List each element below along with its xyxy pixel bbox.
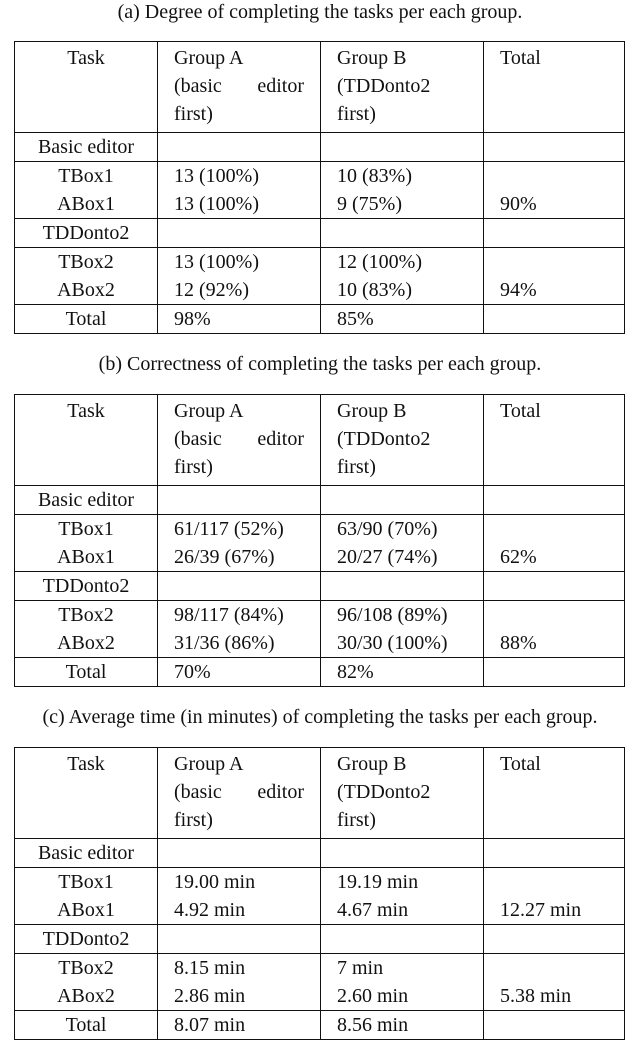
header-group-a-line2: (basic editor	[174, 75, 304, 97]
footer-group-a: 8.07 min	[158, 1011, 321, 1040]
header-group-b-line2: (TDDonto2	[337, 75, 431, 97]
row-group-a: 13 (100%)	[158, 162, 321, 191]
table-row	[15, 543, 625, 572]
row-group-b: 96/108 (89%)	[321, 601, 484, 630]
table-row	[15, 276, 625, 305]
row-group-b: 2.60 min	[321, 982, 484, 1011]
header-group-a-line1: Group A	[174, 47, 244, 69]
row-group-b: 10 (83%)	[321, 162, 484, 191]
header-group-a-line2: (basic editor	[174, 428, 304, 450]
row-group-b: 4.67 min	[321, 896, 484, 925]
row-task: ABox2	[15, 276, 158, 305]
footer-group-b: 8.56 min	[321, 1011, 484, 1040]
section-label: Basic editor	[15, 133, 158, 162]
section-label: Basic editor	[15, 839, 158, 868]
row-task: ABox2	[15, 982, 158, 1011]
header-group-b-line3: first)	[337, 103, 376, 125]
row-group-b: 12 (100%)	[321, 248, 484, 277]
row-total: 62%	[484, 543, 625, 572]
table-footer-row	[15, 658, 625, 687]
table-b-caption: (b) Correctness of completing the tasks per each group.	[98, 353, 542, 375]
header-group-b-line2: (TDDonto2	[337, 428, 431, 450]
row-task: TBox1	[15, 515, 158, 544]
header-group-b-line1: Group B	[337, 47, 407, 69]
header-group-b	[321, 395, 484, 486]
row-total	[484, 248, 625, 277]
row-task: TBox1	[15, 162, 158, 191]
row-total	[484, 868, 625, 897]
table-b	[14, 394, 625, 687]
header-group-a	[158, 42, 321, 133]
section-label: TDDonto2	[15, 572, 158, 601]
section-row	[15, 486, 625, 515]
footer-group-a: 98%	[158, 305, 321, 334]
table-footer-row	[15, 305, 625, 334]
table-header-row	[15, 395, 625, 486]
header-total: Total	[484, 42, 625, 133]
row-group-a: 19.00 min	[158, 868, 321, 897]
section-row	[15, 925, 625, 954]
row-group-b: 19.19 min	[321, 868, 484, 897]
row-group-b: 63/90 (70%)	[321, 515, 484, 544]
header-task: Task	[15, 748, 158, 839]
table-row	[15, 601, 625, 630]
row-task: TBox2	[15, 601, 158, 630]
row-group-a: 8.15 min	[158, 954, 321, 983]
header-group-b-line1: Group B	[337, 753, 407, 775]
section-label: Basic editor	[15, 486, 158, 515]
row-task: ABox1	[15, 190, 158, 219]
row-group-b: 10 (83%)	[321, 276, 484, 305]
header-task: Task	[15, 395, 158, 486]
table-header-row	[15, 42, 625, 133]
section-label: TDDonto2	[15, 925, 158, 954]
row-group-b: 30/30 (100%)	[321, 629, 484, 658]
row-total	[484, 954, 625, 983]
row-total: 5.38 min	[484, 982, 625, 1011]
section-row	[15, 133, 625, 162]
header-total: Total	[484, 395, 625, 486]
row-total	[484, 515, 625, 544]
footer-total	[484, 658, 625, 687]
table-a	[14, 41, 625, 334]
section-row	[15, 219, 625, 248]
header-group-b	[321, 748, 484, 839]
footer-group-b: 85%	[321, 305, 484, 334]
footer-group-a: 70%	[158, 658, 321, 687]
section-label: TDDonto2	[15, 219, 158, 248]
row-task: ABox1	[15, 896, 158, 925]
section-row	[15, 572, 625, 601]
row-task: ABox2	[15, 629, 158, 658]
row-total: 12.27 min	[484, 896, 625, 925]
row-group-a: 2.86 min	[158, 982, 321, 1011]
header-group-b-line3: first)	[337, 456, 376, 478]
row-total	[484, 162, 625, 191]
row-group-a: 12 (92%)	[158, 276, 321, 305]
table-a-caption: (a) Degree of completing the tasks per each group.	[117, 1, 523, 23]
header-group-a-line3: first)	[174, 809, 213, 831]
table-row	[15, 629, 625, 658]
header-group-a-line1: Group A	[174, 753, 244, 775]
table-row	[15, 162, 625, 191]
header-group-b-line2: (TDDonto2	[337, 781, 431, 803]
footer-task: Total	[15, 1011, 158, 1040]
table-row	[15, 982, 625, 1011]
header-group-a-line3: first)	[174, 103, 213, 125]
row-group-a: 31/36 (86%)	[158, 629, 321, 658]
row-task: TBox2	[15, 248, 158, 277]
header-group-b-line3: first)	[337, 809, 376, 831]
table-row	[15, 190, 625, 219]
row-total	[484, 601, 625, 630]
row-group-a: 4.92 min	[158, 896, 321, 925]
table-c-caption: (c) Average time (in minutes) of completing the tasks per each group.	[42, 706, 598, 728]
section-row	[15, 839, 625, 868]
row-task: ABox1	[15, 543, 158, 572]
footer-task: Total	[15, 305, 158, 334]
header-group-a-line1: Group A	[174, 400, 244, 422]
header-group-a-line3: first)	[174, 456, 213, 478]
table-c	[14, 747, 625, 1040]
row-group-a: 98/117 (84%)	[158, 601, 321, 630]
row-task: TBox2	[15, 954, 158, 983]
header-group-a-line2: (basic editor	[174, 781, 304, 803]
row-group-a: 13 (100%)	[158, 190, 321, 219]
header-task: Task	[15, 42, 158, 133]
row-group-a: 61/117 (52%)	[158, 515, 321, 544]
table-row	[15, 248, 625, 277]
row-group-b: 7 min	[321, 954, 484, 983]
table-row	[15, 954, 625, 983]
row-total: 94%	[484, 276, 625, 305]
row-group-a: 26/39 (67%)	[158, 543, 321, 572]
header-group-a	[158, 395, 321, 486]
row-task: TBox1	[15, 868, 158, 897]
table-row	[15, 896, 625, 925]
footer-group-b: 82%	[321, 658, 484, 687]
header-total: Total	[484, 748, 625, 839]
header-group-a	[158, 748, 321, 839]
footer-total	[484, 305, 625, 334]
footer-task: Total	[15, 658, 158, 687]
table-header-row	[15, 748, 625, 839]
row-total: 90%	[484, 190, 625, 219]
table-row	[15, 868, 625, 897]
row-group-b: 20/27 (74%)	[321, 543, 484, 572]
header-group-b	[321, 42, 484, 133]
row-group-a: 13 (100%)	[158, 248, 321, 277]
row-total: 88%	[484, 629, 625, 658]
row-group-b: 9 (75%)	[321, 190, 484, 219]
header-group-b-line1: Group B	[337, 400, 407, 422]
table-row	[15, 515, 625, 544]
